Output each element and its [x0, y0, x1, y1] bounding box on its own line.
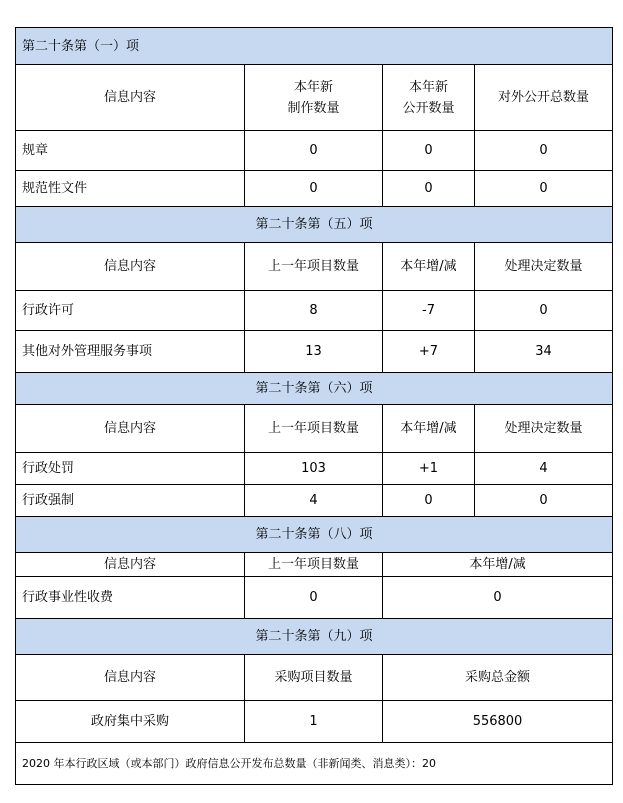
row-value: 0	[475, 131, 613, 171]
row-value: 556800	[383, 701, 613, 743]
header-new-made-text: 本年新 制作数量	[287, 79, 340, 116]
row-value: 4	[475, 453, 613, 485]
row-value: +7	[383, 331, 475, 373]
section-9-title-row	[16, 619, 613, 655]
section-1-header-row	[16, 65, 613, 131]
section-8-header: 上一年项目数量	[245, 553, 383, 577]
row-value: 0	[383, 131, 475, 171]
section-6-header: 信息内容	[16, 405, 245, 453]
section-5-header-row	[16, 243, 613, 291]
table-row	[16, 331, 613, 373]
row-value: 103	[245, 453, 383, 485]
section-6-title-row	[16, 373, 613, 405]
section-9-header: 采购总金额	[383, 655, 613, 701]
row-label: 行政许可	[16, 291, 245, 331]
row-label: 政府集中采购	[16, 701, 245, 743]
section-1-header-total-public: 对外公开总数量	[475, 65, 613, 131]
section-8-title: 第二十条第（八）项	[16, 517, 613, 553]
table-row	[16, 701, 613, 743]
section-9-header: 信息内容	[16, 655, 245, 701]
row-label: 行政强制	[16, 485, 245, 517]
table-row	[16, 577, 613, 619]
section-9-title: 第二十条第（九）项	[16, 619, 613, 655]
row-value: 4	[245, 485, 383, 517]
row-label: 行政事业性收费	[16, 577, 245, 619]
row-label: 规范性文件	[16, 171, 245, 207]
row-value: 0	[475, 291, 613, 331]
section-8-header-row	[16, 553, 613, 577]
row-label: 规章	[16, 131, 245, 171]
section-6-header: 上一年项目数量	[245, 405, 383, 453]
row-value: 8	[245, 291, 383, 331]
section-1-header-content: 信息内容	[16, 65, 245, 131]
row-value: 13	[245, 331, 383, 373]
section-9-header-row	[16, 655, 613, 701]
section-1-header-new-made	[245, 65, 383, 131]
table-row	[16, 291, 613, 331]
footer-total-note: 2020 年本行政区域（或本部门）政府信息公开发布总数量（非新闻类、消息类）：20	[16, 743, 613, 785]
section-1-header-new-public	[383, 65, 475, 131]
row-value: 1	[245, 701, 383, 743]
section-6-title: 第二十条第（六）项	[16, 373, 613, 405]
row-value: 0	[383, 577, 613, 619]
section-5-title-row	[16, 207, 613, 243]
row-value: 0	[245, 171, 383, 207]
section-1-title-row	[16, 28, 613, 65]
row-value: 0	[383, 171, 475, 207]
row-value: 0	[475, 485, 613, 517]
section-5-header: 信息内容	[16, 243, 245, 291]
section-8-header: 信息内容	[16, 553, 245, 577]
footer-row	[16, 743, 613, 785]
header-new-public-text: 本年新 公开数量	[402, 79, 455, 116]
disclosure-table	[15, 27, 613, 785]
section-5-title: 第二十条第（五）项	[16, 207, 613, 243]
row-value: 0	[245, 577, 383, 619]
table-row	[16, 171, 613, 207]
section-8-title-row	[16, 517, 613, 553]
row-value: 0	[245, 131, 383, 171]
table-row	[16, 453, 613, 485]
row-value: 0	[383, 485, 475, 517]
row-value: 34	[475, 331, 613, 373]
table-row	[16, 131, 613, 171]
section-6-header-row	[16, 405, 613, 453]
section-9-header: 采购项目数量	[245, 655, 383, 701]
row-value: -7	[383, 291, 475, 331]
row-value: 0	[475, 171, 613, 207]
table-row	[16, 485, 613, 517]
section-1-title: 第二十条第（一）项	[16, 28, 613, 65]
section-5-header: 上一年项目数量	[245, 243, 383, 291]
section-8-header: 本年增/减	[383, 553, 613, 577]
row-label: 行政处罚	[16, 453, 245, 485]
section-6-header: 处理决定数量	[475, 405, 613, 453]
section-5-header: 本年增/减	[383, 243, 475, 291]
section-5-header: 处理决定数量	[475, 243, 613, 291]
row-value: +1	[383, 453, 475, 485]
section-6-header: 本年增/减	[383, 405, 475, 453]
row-label: 其他对外管理服务事项	[16, 331, 245, 373]
